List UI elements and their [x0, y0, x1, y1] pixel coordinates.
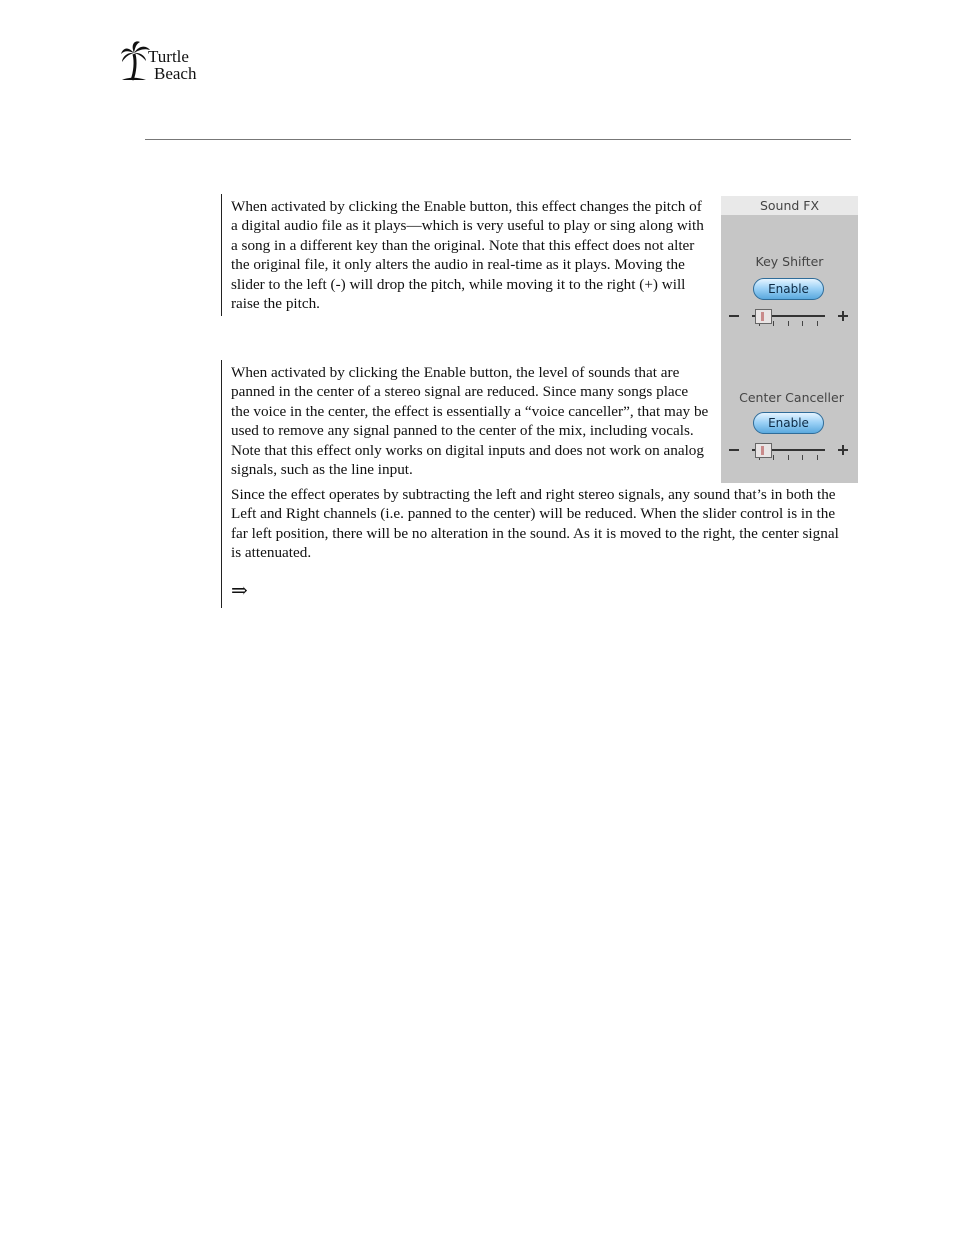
- logo-line-1: Turtle: [148, 47, 189, 66]
- center-canceller-label: Center Canceller: [739, 390, 844, 405]
- section-margin-bar: [221, 194, 222, 316]
- center-canceller-paragraph-2: Since the effect operates by subtracting the left and right stereo signals, any sound that’s in both the Left and Right channels (i.e. panned to the center) will be reduced. When the slider control is in the far left position, there will be no alteration in the sound. As it is moved to the right, the center signal is attenuated.: [231, 486, 839, 562]
- key-shifter-paragraph: When activated by clicking the Enable button, this effect changes the pitch of a digital audio file as it plays—which is very useful to play or sing along with a song in a different key than the original. Note that this effect does not alter the original file, it only alters the audio in real-time as it plays. Moving the slider to the left (-) will drop the pitch, while moving it to the right (+) will raise the pitch.: [231, 198, 704, 313]
- key-shifter-label: Key Shifter: [755, 254, 824, 269]
- key-shifter-enable-button[interactable]: Enable: [753, 278, 824, 300]
- sound-fx-panel: [721, 196, 858, 483]
- slider-tick: [773, 455, 774, 460]
- slider-tick: [788, 321, 789, 326]
- section-margin-bar: [221, 360, 222, 608]
- panel-title: Sound FX: [721, 196, 858, 215]
- center-canceller-paragraph-1: When activated by clicking the Enable button, the level of sounds that are panned in the center of a stereo signal are reduced. Since many songs place the voice in the center, the effect is essentially a “voice canceller”, that may be used to remove any signal panned to the center of the mix, including vocals. Note that this effect only works on digital inputs and does not work on analog signals, such as the line input.: [231, 364, 709, 479]
- minus-icon: [729, 449, 739, 451]
- turtle-beach-logo: [120, 40, 210, 86]
- slider-tick: [773, 321, 774, 326]
- slider-tick: [817, 455, 818, 460]
- center-canceller-enable-button[interactable]: Enable: [753, 412, 824, 434]
- plus-icon-vertical: [842, 445, 844, 455]
- logo-line-2: Beach: [154, 64, 197, 83]
- center-canceller-slider-thumb[interactable]: [755, 443, 772, 458]
- slider-tick: [802, 455, 803, 460]
- header-rule: [145, 139, 851, 140]
- key-shifter-slider-thumb[interactable]: [755, 309, 772, 324]
- slider-tick: [802, 321, 803, 326]
- slider-tick: [788, 455, 789, 460]
- note-arrow-icon: ⇒: [231, 580, 248, 602]
- minus-icon: [729, 315, 739, 317]
- logo-wordmark: [148, 48, 196, 82]
- slider-tick: [817, 321, 818, 326]
- plus-icon-vertical: [842, 311, 844, 321]
